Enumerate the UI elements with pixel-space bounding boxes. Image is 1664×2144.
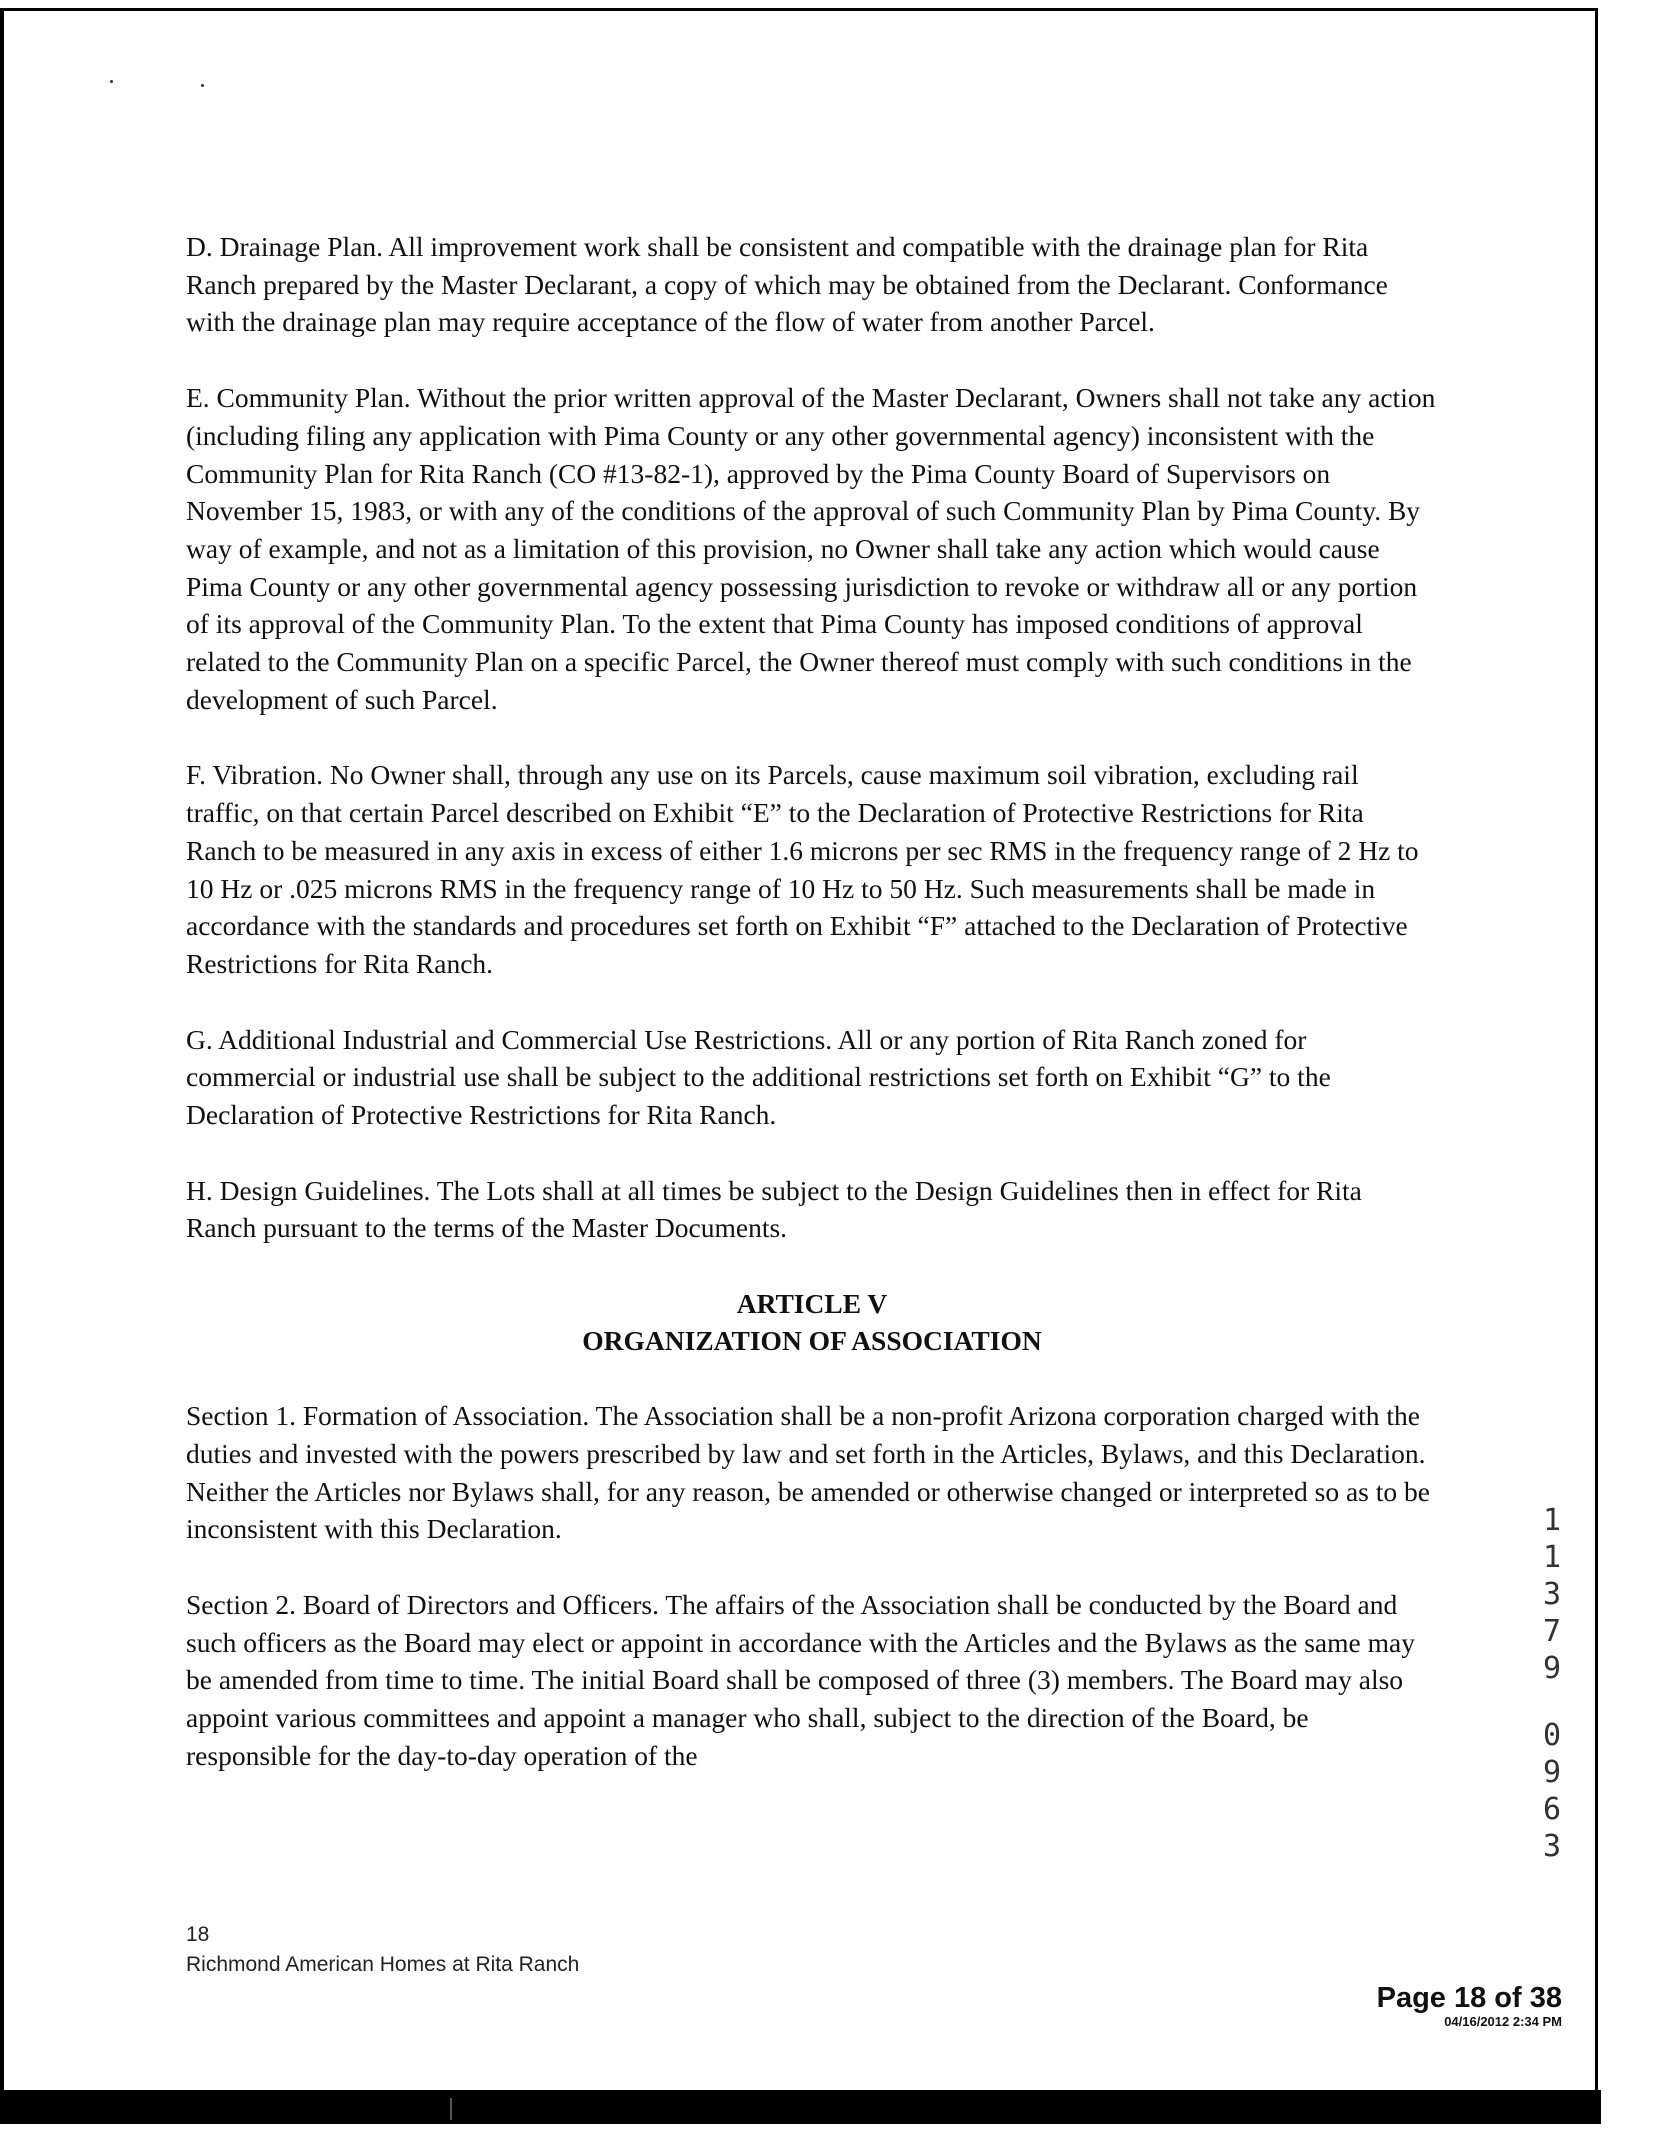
paragraph-design-guidelines: H. Design Guidelines. The Lots shall at all times be subject to the Design Guidelines then in effect for Rita Ranch pursuant to the terms of the Master Documents. <box>186 1174 1362 1244</box>
recording-digit: 3 <box>1542 1577 1562 1612</box>
scan-bottom-bar <box>0 2090 1601 2124</box>
article-title: ORGANIZATION OF ASSOCIATION <box>582 1325 1042 1357</box>
article-number: ARTICLE V <box>736 1288 888 1320</box>
recording-gap <box>1540 1687 1564 1717</box>
article-heading <box>186 1285 1438 1359</box>
recording-digit: 9 <box>1542 1755 1562 1790</box>
scan-speck <box>110 80 113 83</box>
page-count-label: Page 18 of 38 <box>1376 1982 1562 2014</box>
page-footer <box>186 1920 579 1980</box>
footer-document-title: Richmond American Homes at Rita Ranch <box>186 1953 580 1976</box>
paragraph-drainage-plan: D. Drainage Plan. All improvement work shall be consistent and compatible with the drainage plan for Rita Ranch prepared by the Master Declarant, a copy of which may be obtained from the Declarant. Conformance with the drainage plan may require acceptance of the flow of water from another Parcel. <box>186 231 1388 338</box>
section-board-of-directors: Section 2. Board of Directors and Officers. The affairs of the Association shall be conducted by the Board and such officers as the Board may elect or appoint in accordance with the Articles and the Bylaws as the same may be amended from time to time. The initial Board shall be composed of three (3) members. The Board may also appoint various committees and appoint a manager who shall, subject to the direction of the Board, be responsible for the day-to-day operation of the <box>186 1588 1415 1771</box>
paragraph-community-plan: E. Community Plan. Without the prior written approval of the Master Declarant, Owners shall not take any action (including filing any application with Pima County or any other governmental agency) inconsistent with the Community Plan for Rita Ranch (CO #13-82-1), approved by the Pima County Board of Supervisors on November 15, 1983, or with any of the conditions of the approval of such Community Plan by Pima County. By way of example, and not as a limitation of this provision, no Owner shall take any action which would cause Pima County or any other governmental agency possessing jurisdiction to revoke or withdraw all or any portion of its approval of the Community Plan. To the extent that Pima County has imposed conditions of approval related to the Community Plan on a specific Parcel, the Owner thereof must comply with such conditions in the development of such Parcel. <box>186 382 1436 715</box>
paragraph-vibration: F. Vibration. No Owner shall, through any use on its Parcels, cause maximum soil vibration, excluding rail traffic, on that certain Parcel described on Exhibit “E” to the Declaration of Protective Restrictions for Rita Ranch to be measured in any axis in excess of either 1.6 microns per sec RMS in the frequency range of 2 Hz to 10 Hz or .025 microns RMS in the frequency range of 10 Hz to 50 Hz. Such measurements shall be made in accordance with the standards and procedures set forth on Exhibit “F” attached to the Declaration of Protective Restrictions for Rita Ranch. <box>186 759 1419 979</box>
recording-digit: 0 <box>1542 1718 1562 1753</box>
scan-tick-mark <box>450 2098 452 2120</box>
recording-digit: 7 <box>1542 1614 1562 1649</box>
recording-digit: 1 <box>1542 1540 1562 1575</box>
section-formation-of-association: Section 1. Formation of Association. The Association shall be a non-profit Arizona corporation charged with the duties and invested with the powers prescribed by law and set forth in the Articles, Bylaws, and this Declaration. Neither the Articles nor Bylaws shall, for any reason, be amended or otherwise changed or interpreted so as to be inconsistent with this Declaration. <box>186 1400 1430 1545</box>
print-datetime: 04/16/2012 2:34 PM <box>1444 2014 1562 2029</box>
recording-digit: 1 <box>1542 1503 1562 1538</box>
recording-number <box>1540 1502 1564 1865</box>
footer-page-number: 18 <box>186 1923 210 1946</box>
document-body <box>186 228 1438 1813</box>
recording-digit: 3 <box>1542 1829 1562 1864</box>
scan-speck <box>201 84 204 87</box>
paragraph-use-restrictions: G. Additional Industrial and Commercial Use Restrictions. All or any portion of Rita Ranch zoned for commercial or industrial use shall be subject to the additional restrictions set forth on Exhibit “G” to the Declaration of Protective Restrictions for Rita Ranch. <box>186 1023 1331 1131</box>
page-stamp <box>1377 1982 1562 2030</box>
recording-digit: 6 <box>1542 1792 1562 1827</box>
recording-digit: 9 <box>1542 1651 1562 1686</box>
